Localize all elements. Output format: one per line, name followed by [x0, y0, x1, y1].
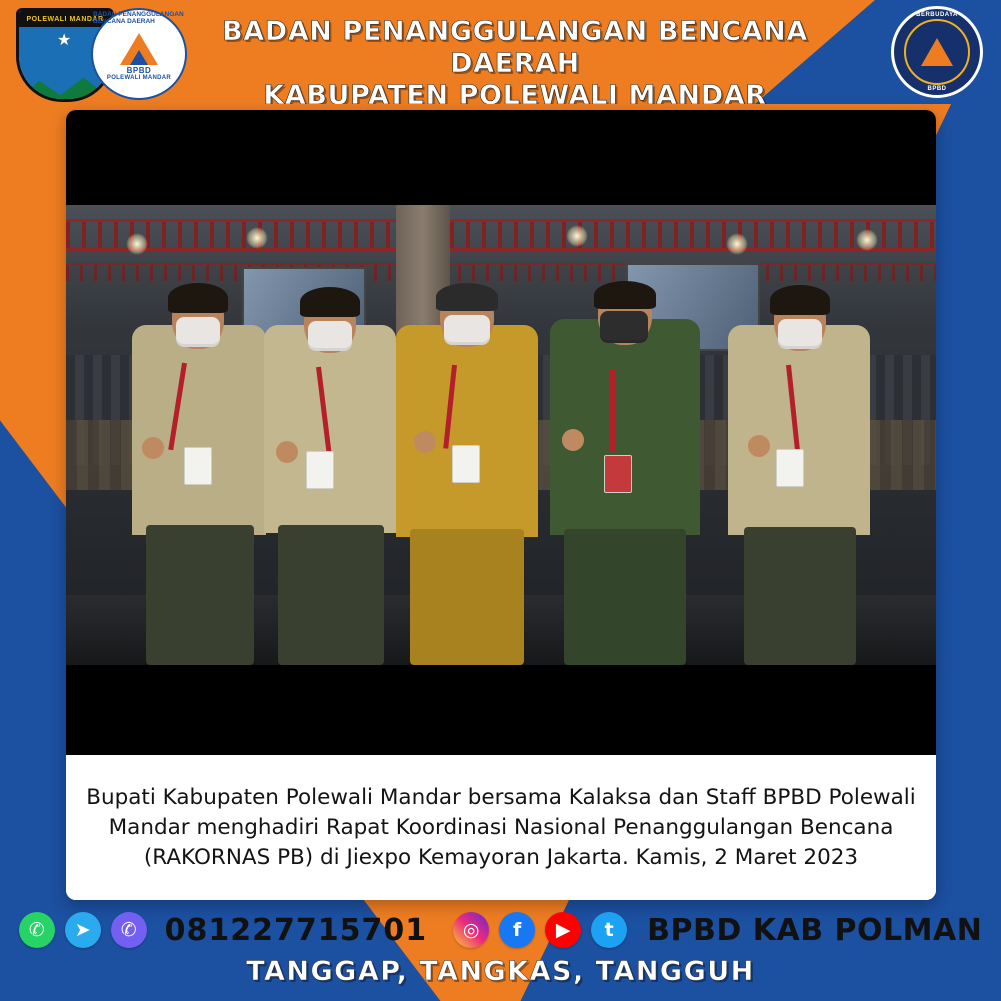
ceiling-truss-secondary	[66, 263, 936, 281]
crest-label: POLEWALI MANDAR	[19, 11, 111, 27]
social-handle: BPBD KAB POLMAN	[647, 912, 983, 948]
stage-light-icon	[726, 233, 748, 255]
title-line-1: BADAN PENANGGULANGAN BENCANA DAERAH	[222, 16, 808, 79]
forkopimda-logo-icon	[891, 6, 987, 98]
viber-icon[interactable]: ✆	[111, 912, 147, 948]
person-staff-1	[124, 295, 274, 665]
stage-light-icon	[566, 225, 588, 247]
telegram-icon[interactable]: ➤	[65, 912, 101, 948]
right-logo-top-text: BERBUDAYA	[916, 12, 958, 18]
bpbd-inner-triangle-icon	[130, 50, 148, 65]
right-logo-bottom-text: BPBD	[927, 86, 947, 92]
person-tni-officer	[538, 287, 708, 665]
person-staff-2	[254, 297, 404, 665]
header-bar	[0, 0, 1001, 104]
slogan: TANGGAP, TANGKAS, TANGGUH	[246, 956, 755, 987]
crest-star-icon: ★	[57, 32, 72, 49]
footer	[0, 900, 1001, 1001]
page-title	[165, 16, 865, 104]
photo-scene	[66, 205, 936, 665]
bpbd-arc-text: BADAN PENANGGULANGAN BENCANA DAERAH	[93, 11, 184, 25]
youtube-icon[interactable]: ▶	[545, 912, 581, 948]
instagram-icon[interactable]: ◎	[453, 912, 489, 948]
twitter-icon[interactable]: t	[591, 912, 627, 948]
stage-light-icon	[246, 227, 268, 249]
facebook-icon[interactable]: f	[499, 912, 535, 948]
phone-number: 081227715701	[164, 912, 428, 948]
event-photo	[66, 110, 936, 755]
stage-light-icon	[856, 229, 878, 251]
stage-light-icon	[126, 233, 148, 255]
bpbd-logo-sub: POLEWALI MANDAR	[106, 75, 172, 81]
person-bupati	[386, 293, 546, 665]
title-line-2: KABUPATEN POLEWALI MANDAR	[263, 80, 767, 104]
ceiling-truss	[66, 219, 936, 251]
photo-card	[66, 110, 936, 900]
whatsapp-icon[interactable]: ✆	[19, 912, 55, 948]
person-staff-3	[718, 293, 878, 665]
contact-row	[0, 904, 1001, 956]
caption-text: Bupati Kabupaten Polewali Mandar bersama Kalaksa dan Staff BPBD Polewali Mandar menghadiri Rapat Koordinasi Nasional Penanggulangan Bencana (RAKORNAS PB) di Jiexpo Kemayoran Jakarta. Kamis, 2 Maret 2023	[86, 784, 916, 870]
photo-caption	[66, 755, 936, 900]
bpbd-logo-label: BPBD	[126, 66, 152, 75]
